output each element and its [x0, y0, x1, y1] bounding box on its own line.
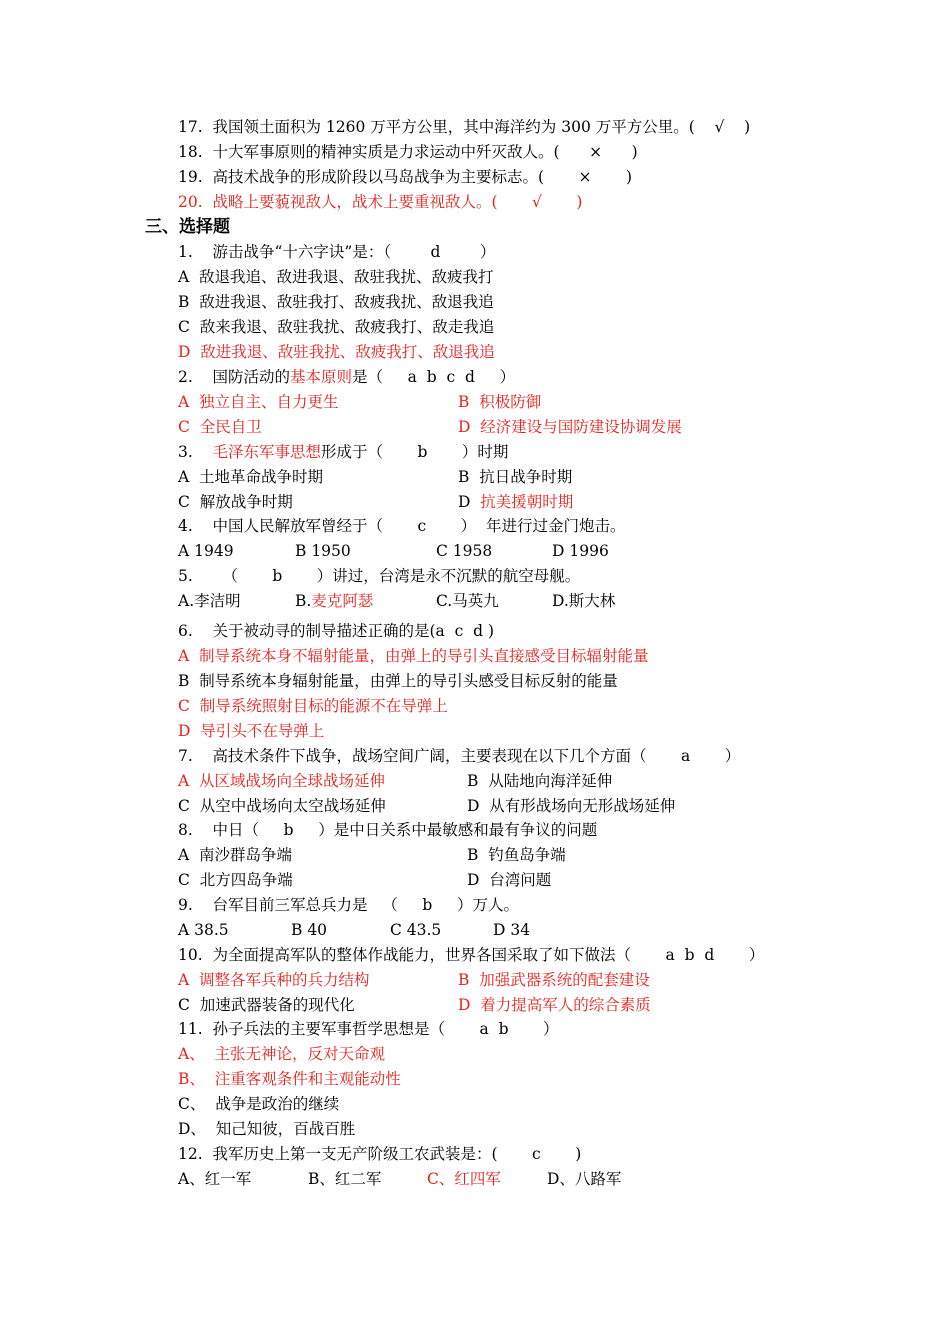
- q7-option-d: D 从有形战场向无形战场延伸: [467, 797, 676, 815]
- q10-option-b: B 加强武器系统的配套建设: [458, 971, 650, 989]
- q1-option-a: A 敌退我追、敌进我退、敌驻我扰、敌疲我打: [178, 268, 494, 286]
- q8-option-d: D 台湾问题: [467, 871, 552, 889]
- q8-option-a: A 南沙群岛争端: [178, 846, 293, 864]
- q10-option-d: D 着力提高军人的综合素质: [458, 996, 651, 1014]
- q8-stem: 8. 中日（ b ）是中日关系中最敏感和最有争议的问题: [178, 821, 598, 839]
- q6-option-d: D 导引头不在导弹上: [178, 722, 325, 740]
- q3-option-c: C 解放战争时期: [178, 493, 293, 511]
- q4-option-d: D 1996: [552, 542, 609, 560]
- q6-stem: 6. 关于被动寻的制导描述正确的是(a c d ): [178, 622, 495, 640]
- q6-option-c: C 制导系统照射目标的能源不在导弹上: [178, 697, 448, 715]
- q11-option-a: A、 主张无神论，反对天命观: [178, 1045, 386, 1063]
- q11-option-c: C、 战争是政治的继续: [178, 1095, 340, 1113]
- q11-option-b: B、 注重客观条件和主观能动性: [178, 1070, 401, 1088]
- q8-option-b: B 钓鱼岛争端: [467, 846, 566, 864]
- q9-option-c: C 43.5: [390, 921, 442, 939]
- q10-option-a: A 调整各军兵种的兵力结构: [178, 971, 370, 989]
- q1-option-d: D 敌进我退、敌驻我扰、敌疲我打、敌退我追: [178, 343, 495, 361]
- q9-option-d: D 34: [493, 921, 531, 939]
- q5-option-d: D.斯大林: [552, 592, 616, 610]
- q3-option-a: A 土地革命战争时期: [178, 468, 324, 486]
- q4-option-b: B 1950: [295, 542, 351, 560]
- q4-stem: 4. 中国人民解放军曾经于（ c ） 年进行过金门炮击。: [178, 517, 626, 535]
- q3-option-b: B 抗日战争时期: [458, 468, 573, 486]
- q9-option-a: A 38.5: [178, 921, 229, 939]
- q1-option-c: C 敌来我退、敌驻我扰、敌疲我打、敌走我追: [178, 318, 495, 336]
- q9-stem: 9. 台军目前三军总兵力是 （ b ）万人。: [178, 896, 519, 914]
- q4-option-c: C 1958: [436, 542, 493, 560]
- q4-option-a: A 1949: [178, 542, 234, 560]
- q2-stem: 2. 国防活动的基本原则是（ a b c d ）: [178, 368, 516, 386]
- q12-option-c: C、红四军: [427, 1170, 501, 1188]
- q3-option-d: D 抗美援朝时期: [458, 493, 574, 511]
- q7-stem: 7. 高技术条件下战争，战场空间广阔，主要表现在以下几个方面（ a ）: [178, 747, 741, 765]
- q10-option-c: C 加速武器装备的现代化: [178, 996, 355, 1014]
- q11-stem: 11. 孙子兵法的主要军事哲学思想是（ a b ）: [178, 1020, 559, 1038]
- q5-option-a: A.李洁明: [178, 592, 241, 610]
- q3-stem: 3. 毛泽东军事思想形成于（ b ）时期: [178, 443, 509, 461]
- q12-stem: 12. 我军历史上第一支无产阶级工农武装是：( c ): [178, 1145, 582, 1163]
- tf-item-17: 17. 我国领土面积为 1260 万平方公里，其中海洋约为 300 万平方公里。( √ ): [178, 118, 751, 136]
- q12-option-d: D、八路军: [547, 1170, 622, 1188]
- q5-option-c: C.马英九: [436, 592, 499, 610]
- q2-option-a: A 独立自主、自力更生: [178, 393, 339, 411]
- q6-option-b: B 制导系统本身辐射能量，由弹上的导引头感受目标反射的能量: [178, 672, 618, 690]
- tf-item-18: 18. 十大军事原则的精神实质是力求运动中歼灭敌人。( × ): [178, 143, 638, 161]
- tf-item-19: 19. 高技术战争的形成阶段以马岛战争为主要标志。( × ): [178, 168, 633, 186]
- q7-option-b: B 从陆地向海洋延伸: [467, 772, 613, 790]
- q1-stem: 1. 游击战争“十六字诀”是：（ d ）: [178, 243, 496, 261]
- q9-option-b: B 40: [291, 921, 328, 939]
- q2-option-d: D 经济建设与国防建设协调发展: [458, 418, 682, 436]
- q2-option-b: B 积极防御: [458, 393, 542, 411]
- q12-option-b: B、红二军: [308, 1170, 382, 1188]
- tf-item-20: 20. 战略上要藐视敌人，战术上要重视敌人。( √ ): [178, 193, 583, 211]
- q10-stem: 10. 为全面提高军队的整体作战能力，世界各国采取了如下做法（ a b d ）: [178, 946, 765, 964]
- q1-option-b: B 敌进我退、敌驻我打、敌疲我扰、敌退我追: [178, 293, 494, 311]
- section-title: 三、选择题: [145, 217, 230, 237]
- q6-option-a: A 制导系统本身不辐射能量，由弹上的导引头直接感受目标辐射能量: [178, 647, 649, 665]
- q2-option-c: C 全民自卫: [178, 418, 262, 436]
- q7-option-c: C 从空中战场向太空战场延伸: [178, 797, 386, 815]
- q5-option-b: B.麦克阿瑟: [295, 592, 374, 610]
- q11-option-d: D、 知己知彼，百战百胜: [178, 1120, 356, 1138]
- q8-option-c: C 北方四岛争端: [178, 871, 293, 889]
- q5-stem: 5. （ b ）讲过，台湾是永不沉默的航空母舰。: [178, 567, 581, 585]
- q12-option-a: A、红一军: [178, 1170, 252, 1188]
- q7-option-a: A 从区域战场向全球战场延伸: [178, 772, 386, 790]
